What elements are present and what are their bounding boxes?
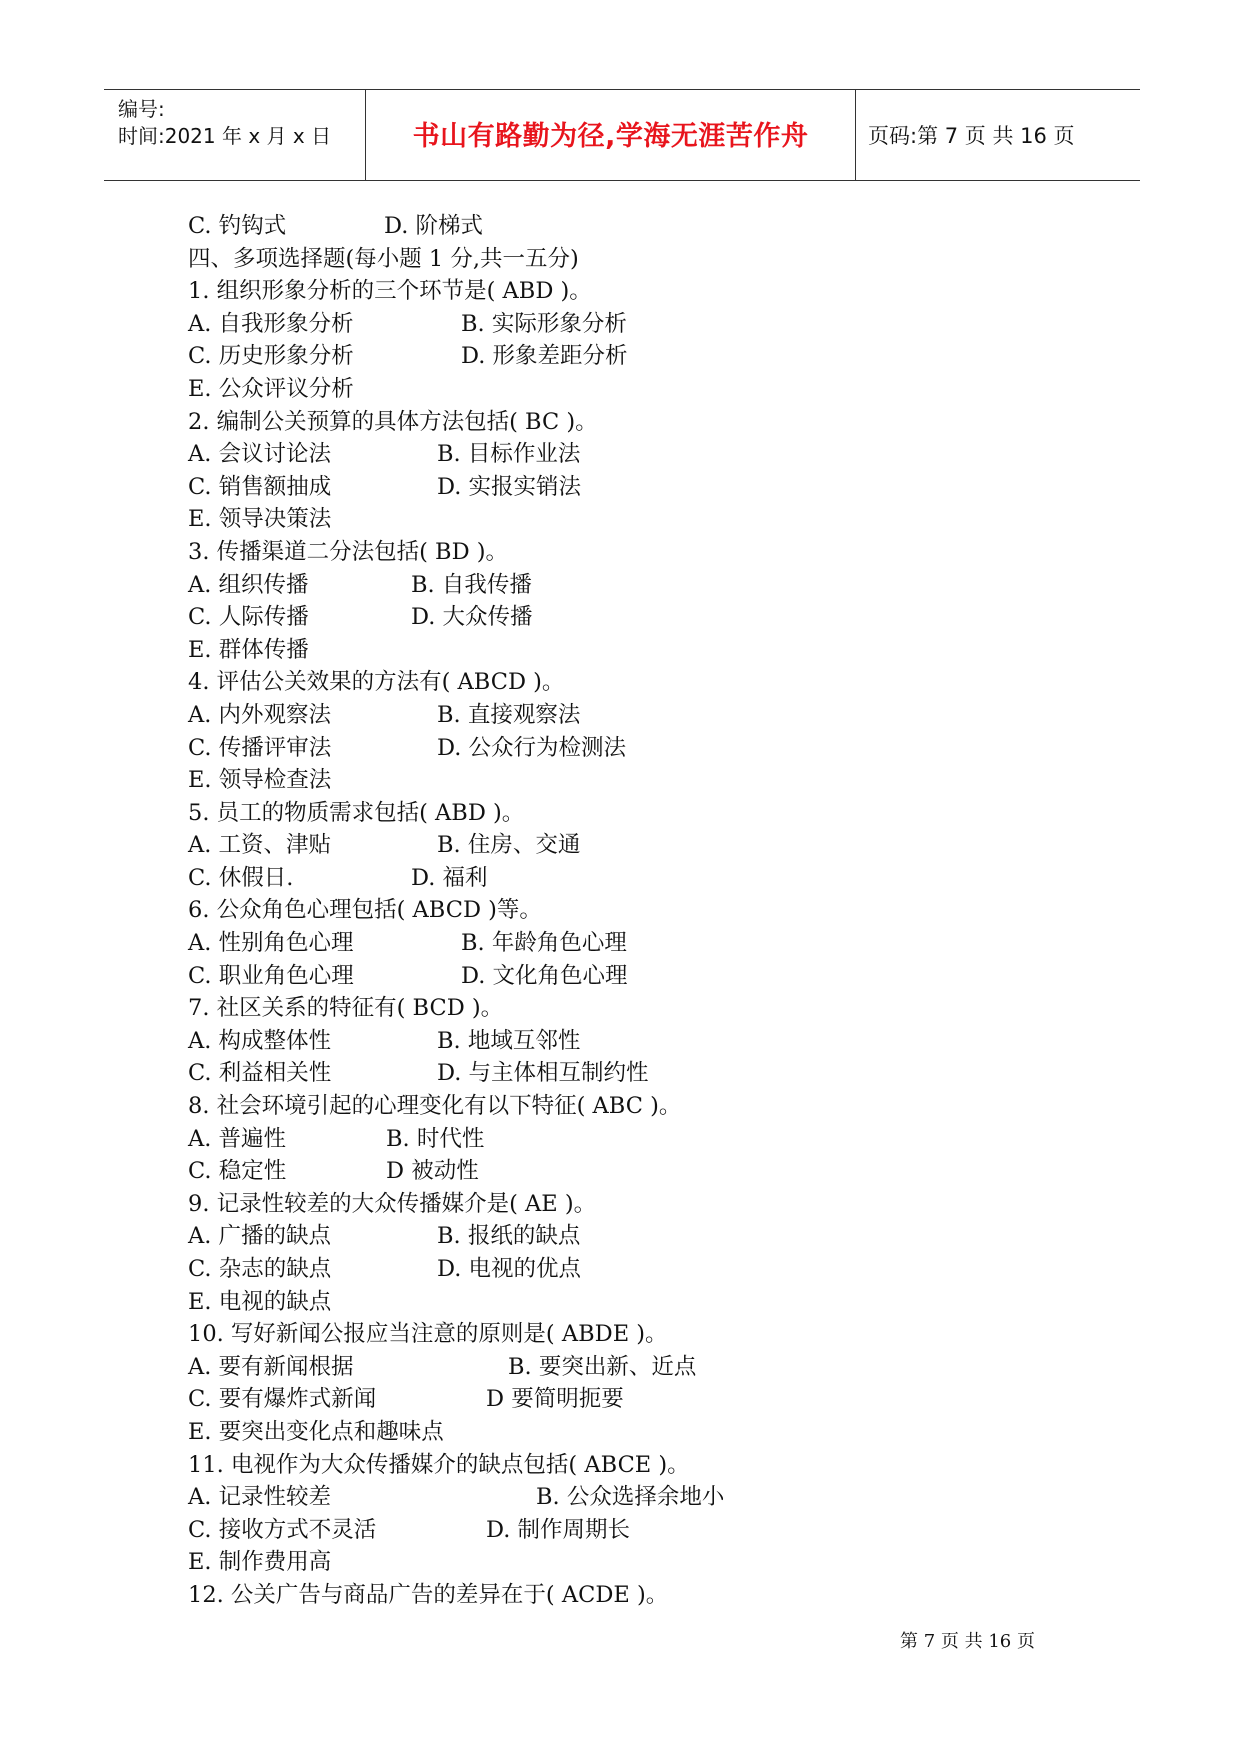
- line-option-text: B. 直接观察法: [437, 701, 581, 728]
- line-text: E. 群体传播: [188, 636, 309, 663]
- text-line: [188, 960, 1088, 993]
- line-text: A. 自我形象分析: [188, 310, 354, 337]
- text-line: [188, 666, 1088, 699]
- line-text: A. 要有新闻根据: [188, 1353, 354, 1380]
- text-line: [188, 438, 1088, 471]
- motto-text: 书山有路勤为径,学海无涯苦作舟: [412, 120, 809, 152]
- line-text: 6. 公众角色心理包括( ABCD )等。: [188, 897, 542, 924]
- line-text: C. 传播评审法: [188, 734, 332, 761]
- line-option-text: B. 目标作业法: [437, 441, 581, 468]
- text-line: [188, 1449, 1088, 1482]
- line-text: A. 构成整体性: [188, 1027, 332, 1054]
- header-page-cell: [856, 90, 1140, 180]
- text-line: [188, 732, 1088, 765]
- text-line: [188, 1579, 1088, 1612]
- line-text: C. 销售额抽成: [188, 473, 332, 500]
- line-text: 四、多项选择题(每小题 1 分,共一五分): [188, 245, 579, 272]
- line-text: E. 领导检查法: [188, 767, 332, 794]
- text-line: [188, 634, 1088, 667]
- line-option-text: B. 住房、交通: [437, 832, 581, 859]
- text-line: [188, 797, 1088, 830]
- text-line: [188, 1481, 1088, 1514]
- text-line: [188, 569, 1088, 602]
- text-line: [188, 699, 1088, 732]
- time-label: 时间:2021 年 x 月 x 日: [118, 124, 332, 148]
- line-text: A. 内外观察法: [188, 701, 332, 728]
- text-line: [188, 894, 1088, 927]
- text-line: [188, 503, 1088, 536]
- text-line: [188, 1546, 1088, 1579]
- text-line: [188, 471, 1088, 504]
- line-option-text: D. 与主体相互制约性: [437, 1060, 649, 1087]
- line-text: 4. 评估公关效果的方法有( ABCD )。: [188, 669, 565, 696]
- line-text: C. 利益相关性: [188, 1060, 332, 1087]
- line-text: C. 人际传播: [188, 604, 309, 631]
- line-text: 2. 编制公关预算的具体方法包括( BC )。: [188, 408, 598, 435]
- text-line: [188, 1514, 1088, 1547]
- line-option-text: D. 实报实销法: [437, 473, 582, 500]
- number-label: 编号:: [118, 97, 165, 121]
- line-option-text: B. 公众选择余地小: [536, 1484, 725, 1511]
- line-text: E. 领导决策法: [188, 506, 332, 533]
- line-option-text: D. 公众行为检测法: [437, 734, 627, 761]
- line-text: 7. 社区关系的特征有( BCD )。: [188, 995, 504, 1022]
- line-text: E. 要突出变化点和趣味点: [188, 1418, 444, 1445]
- line-option-text: B. 实际形象分析: [461, 310, 627, 337]
- line-option-text: D. 文化角色心理: [461, 962, 628, 989]
- line-text: 1. 组织形象分析的三个环节是( ABD )。: [188, 278, 592, 305]
- line-text: A. 普遍性: [188, 1125, 287, 1152]
- line-option-text: B. 时代性: [386, 1125, 485, 1152]
- text-line: [188, 1286, 1088, 1319]
- line-text: A. 工资、津贴: [188, 832, 332, 859]
- line-text: 3. 传播渠道二分法包括( BD )。: [188, 538, 509, 565]
- page-info: 页码:第 7 页 共 16 页: [868, 124, 1075, 148]
- header-motto-cell: [366, 90, 856, 180]
- text-line: [188, 1351, 1088, 1384]
- line-text: C. 稳定性: [188, 1158, 287, 1185]
- line-option-text: D. 制作周期长: [486, 1516, 631, 1543]
- text-line: [188, 601, 1088, 634]
- line-option-text: B. 要突出新、近点: [508, 1353, 697, 1380]
- text-line: [188, 243, 1088, 276]
- text-line: [188, 373, 1088, 406]
- line-text: A. 性别角色心理: [188, 930, 354, 957]
- line-option-text: B. 地域互邻性: [437, 1027, 581, 1054]
- line-text: A. 组织传播: [188, 571, 309, 598]
- line-text: 11. 电视作为大众传播媒介的缺点包括( ABCE )。: [188, 1451, 690, 1478]
- line-text: C. 职业角色心理: [188, 962, 354, 989]
- text-line: [188, 308, 1088, 341]
- text-line: [188, 1416, 1088, 1449]
- line-text: 5. 员工的物质需求包括( ABD )。: [188, 799, 525, 826]
- line-text: C. 接收方式不灵活: [188, 1516, 377, 1543]
- line-option-text: D. 形象差距分析: [461, 343, 628, 370]
- line-text: A. 广播的缺点: [188, 1223, 332, 1250]
- line-text: 10. 写好新闻公报应当注意的原则是( ABDE )。: [188, 1321, 668, 1348]
- line-option-text: B. 年龄角色心理: [461, 930, 627, 957]
- line-text: C. 要有爆炸式新闻: [188, 1386, 377, 1413]
- text-line: [188, 275, 1088, 308]
- page-footer: 第 7 页 共 16 页: [900, 1631, 1035, 1652]
- text-line: [188, 1123, 1088, 1156]
- line-text: A. 记录性较差: [188, 1484, 332, 1511]
- text-line: [188, 406, 1088, 439]
- line-text: E. 制作费用高: [188, 1549, 332, 1576]
- line-text: C. 历史形象分析: [188, 343, 354, 370]
- line-option-text: B. 自我传播: [411, 571, 532, 598]
- line-text: E. 公众评议分析: [188, 375, 354, 402]
- line-option-text: D. 阶梯式: [384, 213, 484, 239]
- text-line: [188, 1057, 1088, 1090]
- line-text: 8. 社会环境引起的心理变化有以下特征( ABC )。: [188, 1093, 682, 1120]
- text-line: [188, 1090, 1088, 1123]
- line-text: 9. 记录性较差的大众传播媒介是( AE )。: [188, 1190, 597, 1217]
- text-line: [188, 536, 1088, 569]
- text-line: [188, 210, 1088, 243]
- header-meta-cell: [104, 90, 366, 180]
- text-line: [188, 1188, 1088, 1221]
- line-option-text: B. 报纸的缺点: [437, 1223, 581, 1250]
- line-text: E. 电视的缺点: [188, 1288, 332, 1315]
- line-option-text: D. 大众传播: [411, 604, 533, 631]
- line-option-text: D 要简明扼要: [486, 1386, 624, 1413]
- text-line: [188, 927, 1088, 960]
- line-text: C. 休假日.: [188, 864, 294, 891]
- line-option-text: D. 福利: [411, 864, 488, 891]
- text-line: [188, 829, 1088, 862]
- line-option-text: D 被动性: [386, 1158, 479, 1185]
- header-table: [104, 89, 1140, 181]
- line-option-text: D. 电视的优点: [437, 1256, 582, 1282]
- question-content: [188, 210, 1088, 1612]
- line-text: 12. 公关广告与商品广告的差异在于( ACDE )。: [188, 1581, 669, 1608]
- text-line: [188, 1383, 1088, 1416]
- text-line: [188, 1025, 1088, 1058]
- line-text: A. 会议讨论法: [188, 441, 332, 468]
- text-line: [188, 992, 1088, 1025]
- text-line: [188, 1220, 1088, 1253]
- text-line: [188, 1318, 1088, 1351]
- text-line: [188, 862, 1088, 895]
- text-line: [188, 1253, 1088, 1286]
- text-line: [188, 1155, 1088, 1188]
- line-text: C. 杂志的缺点: [188, 1256, 332, 1282]
- text-line: [188, 764, 1088, 797]
- line-text: C. 钓钩式: [188, 213, 287, 239]
- text-line: [188, 340, 1088, 373]
